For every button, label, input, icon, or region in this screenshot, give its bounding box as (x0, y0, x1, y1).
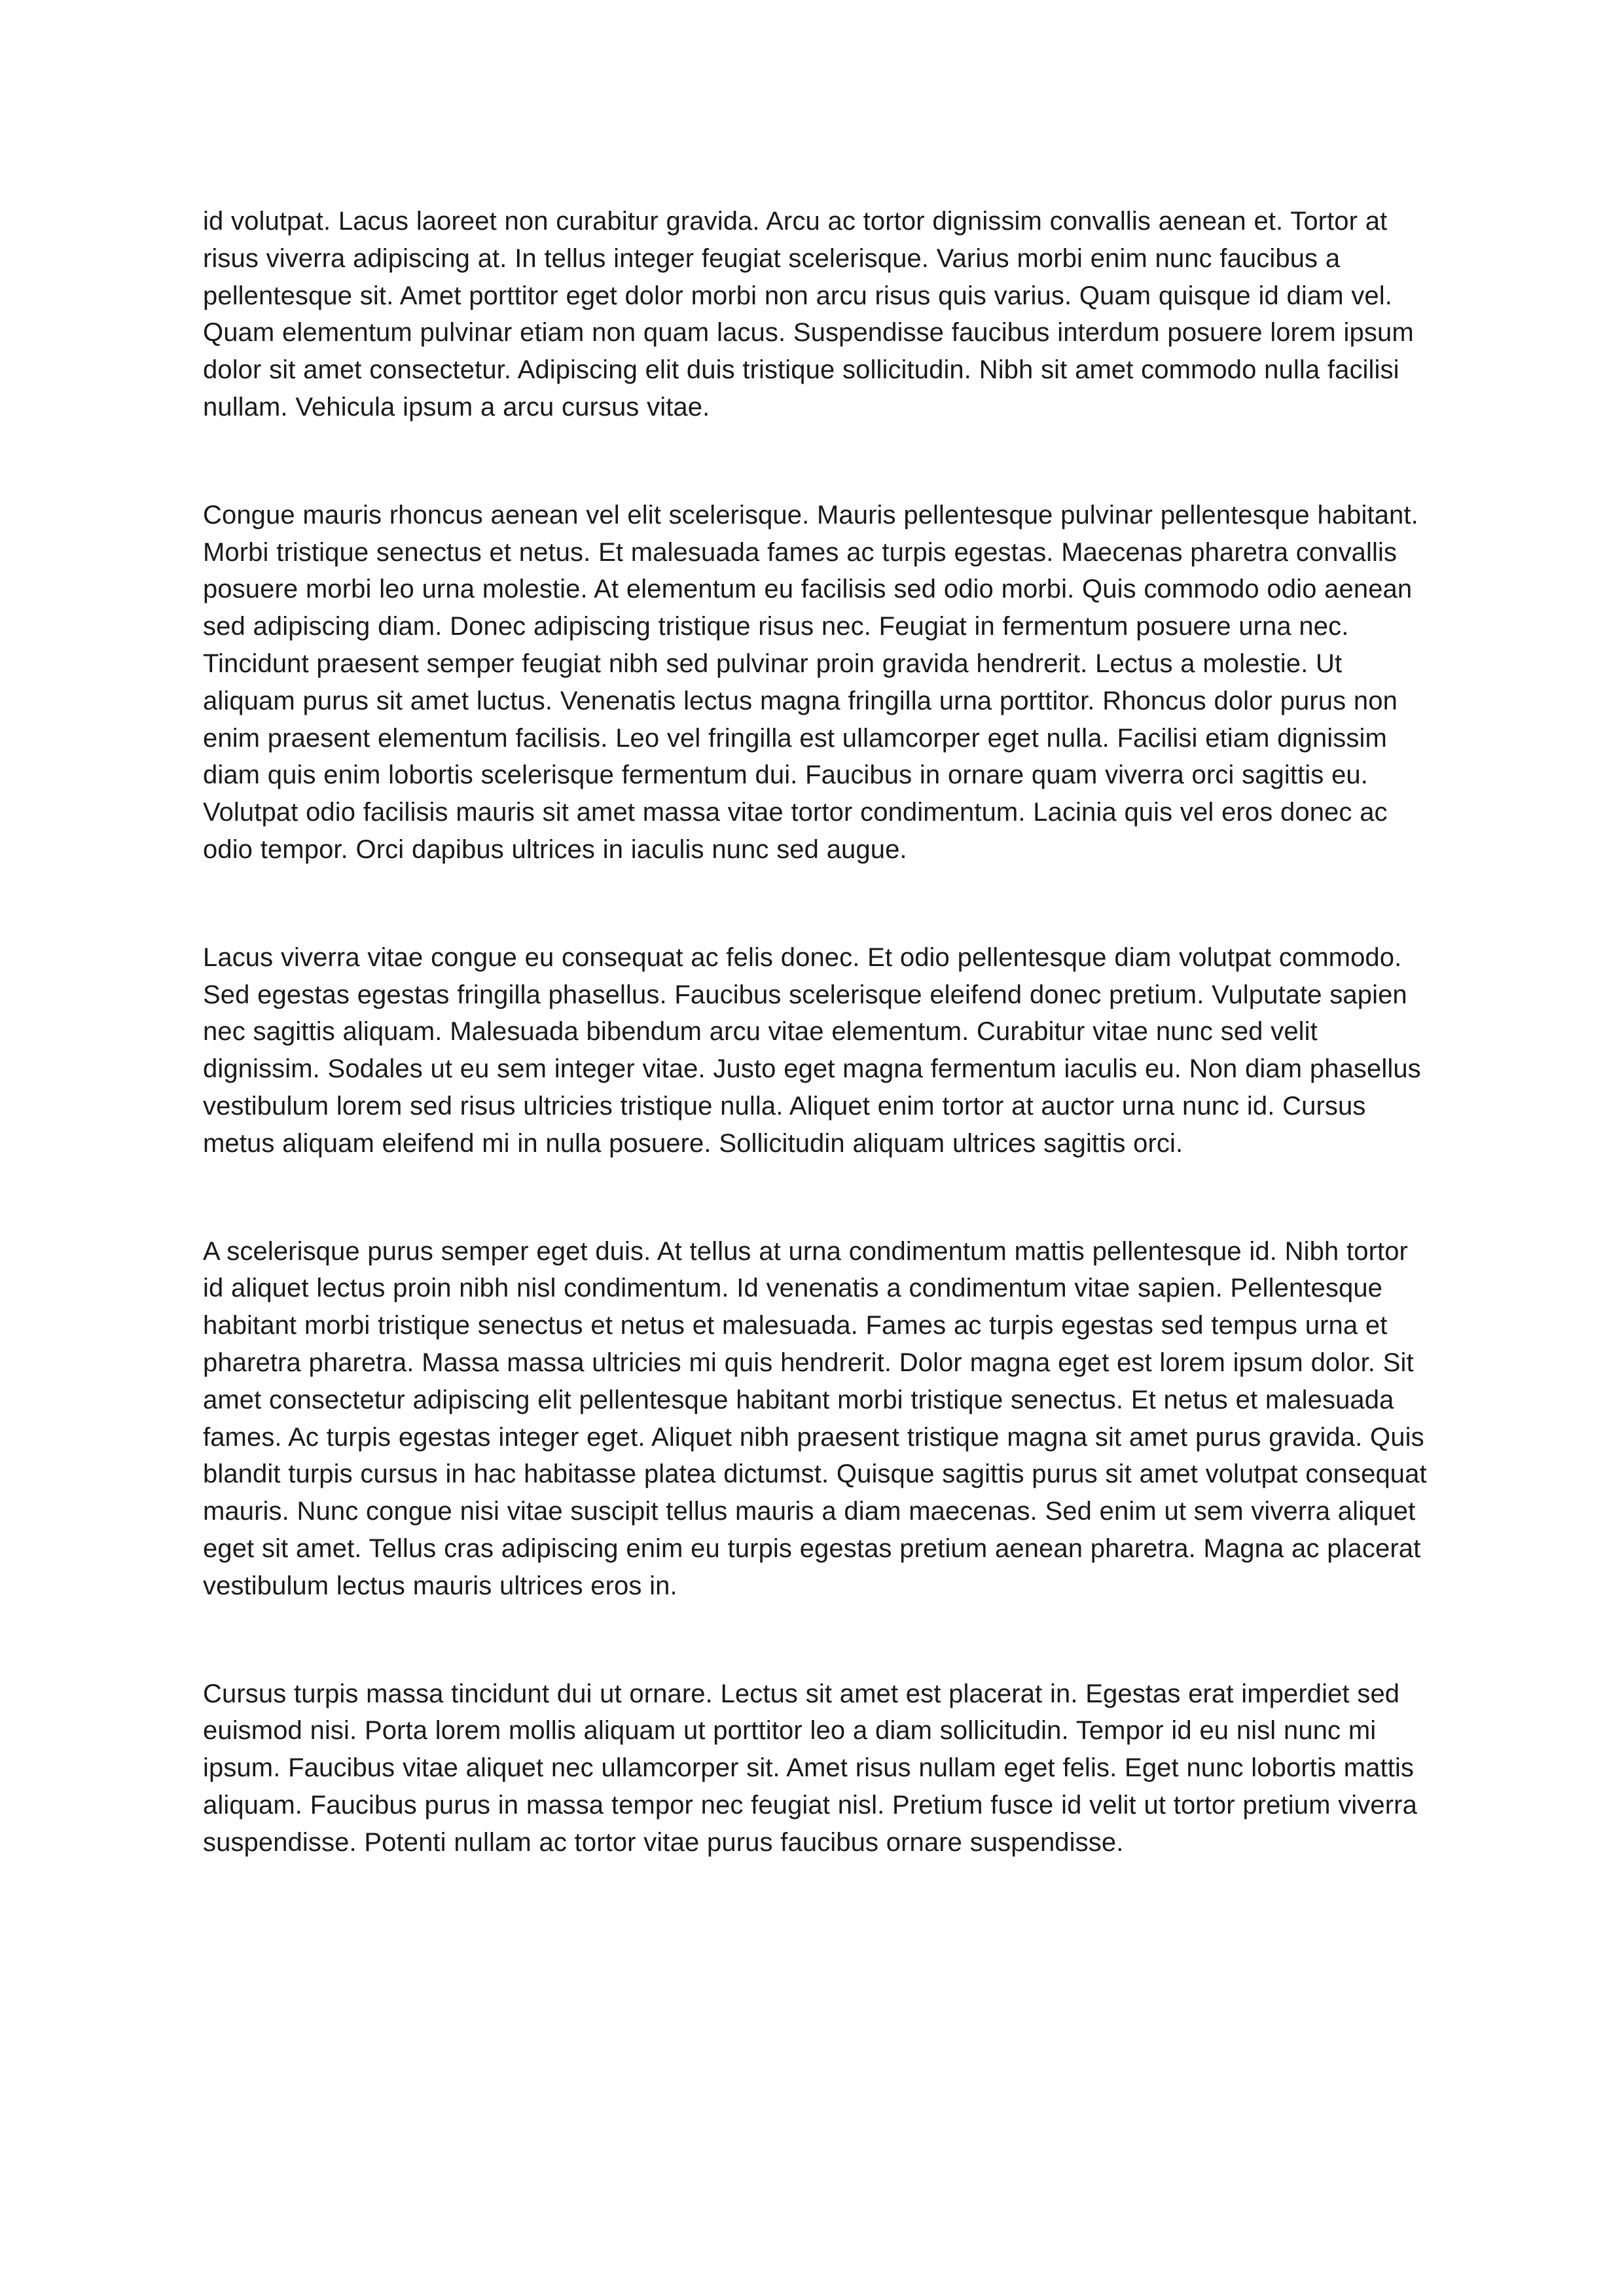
paragraph-5: Cursus turpis massa tincidunt dui ut ornare. Lectus sit amet est placerat in. Egestas erat imperdiet sed euismod nisi. Porta lorem mollis aliquam ut porttitor leo a diam sollicitudin. Tempor id eu nisl nunc mi ipsum. Faucibus vitae aliquet nec ullamcorper sit. Amet risus nullam eget felis. Eget nunc lobortis mattis aliquam. Faucibus purus in massa tempor nec feugiat nisl. Pretium fusce id velit ut tortor pretium viverra suspendisse. Potenti nullam ac tortor vitae purus faucibus ornare suspendisse. (203, 1679, 1417, 1857)
paragraph-4: A scelerisque purus semper eget duis. At tellus at urna condimentum mattis pellentesque id. Nibh tortor id aliquet lectus proin nibh nisl condimentum. Id venenatis a condimentum vitae sapien. Pellentesque habitant morbi tristique senectus et netus et malesuada. Fames ac turpis egestas sed tempus urna et pharetra pharetra. Massa massa ultricies mi quis hendrerit. Dolor magna eget est lorem ipsum dolor. Sit amet consectetur adipiscing elit pellentesque habitant morbi tristique senectus. Et netus et malesuada fames. Ac turpis egestas integer eget. Aliquet nibh praesent tristique magna sit amet purus gravida. Quis blandit turpis cursus in hac habitasse platea dictumst. Quisque sagittis purus sit amet volutpat consequat mauris. Nunc congue nisi vitae suscipit tellus mauris a diam maecenas. Sed enim ut sem viverra aliquet eget sit amet. Tellus cras adipiscing enim eu turpis egestas pretium aenean pharetra. Magna ac placerat vestibulum lectus mauris ultrices eros in. (203, 1236, 1427, 1600)
document-body (203, 203, 1428, 1861)
paragraph-3: Lacus viverra vitae congue eu consequat ac felis donec. Et odio pellentesque diam volutpat commodo. Sed egestas egestas fringilla phasellus. Faucibus scelerisque eleifend donec pretium. Vulputate sapien nec sagittis aliquam. Malesuada bibendum arcu vitae elementum. Curabitur vitae nunc sed velit dignissim. Sodales ut eu sem integer vitae. Justo eget magna fermentum iaculis eu. Non diam phasellus vestibulum lorem sed risus ultricies tristique nulla. Aliquet enim tortor at auctor urna nunc id. Cursus metus aliquam eleifend mi in nulla posuere. Sollicitudin aliquam ultrices sagittis orci. (203, 942, 1421, 1158)
paragraph-1: id volutpat. Lacus laoreet non curabitur gravida. Arcu ac tortor dignissim convallis aenean et. Tortor at risus viverra adipiscing at. In tellus integer feugiat scelerisque. Varius morbi enim nunc faucibus a pellentesque sit. Amet porttitor eget dolor morbi non arcu risus quis varius. Quam quisque id diam vel. Quam elementum pulvinar etiam non quam lacus. Suspendisse faucibus interdum posuere lorem ipsum dolor sit amet consectetur. Adipiscing elit duis tristique sollicitudin. Nibh sit amet commodo nulla facilisi nullam. Vehicula ipsum a arcu cursus vitae. (203, 207, 1414, 422)
paragraph-2: Congue mauris rhoncus aenean vel elit scelerisque. Mauris pellentesque pulvinar pellentesque habitant. Morbi tristique senectus et netus. Et malesuada fames ac turpis egestas. Maecenas pharetra convallis posuere morbi leo urna molestie. At elementum eu facilisis sed odio morbi. Quis commodo odio aenean sed adipiscing diam. Donec adipiscing tristique risus nec. Feugiat in fermentum posuere urna nec. Tincidunt praesent semper feugiat nibh sed pulvinar proin gravida hendrerit. Lectus a molestie. Ut aliquam purus sit amet luctus. Venenatis lectus magna fringilla urna porttitor. Rhoncus dolor purus non enim praesent elementum facilisis. Leo vel fringilla est ullamcorper eget nulla. Facilisi etiam dignissim diam quis enim lobortis scelerisque fermentum dui. Faucibus in ornare quam viverra orci sagittis eu. Volutpat odio facilisis mauris sit amet massa vitae tortor condimentum. Lacinia quis vel eros donec ac odio tempor. Orci dapibus ultrices in iaculis nunc sed augue. (203, 500, 1418, 864)
